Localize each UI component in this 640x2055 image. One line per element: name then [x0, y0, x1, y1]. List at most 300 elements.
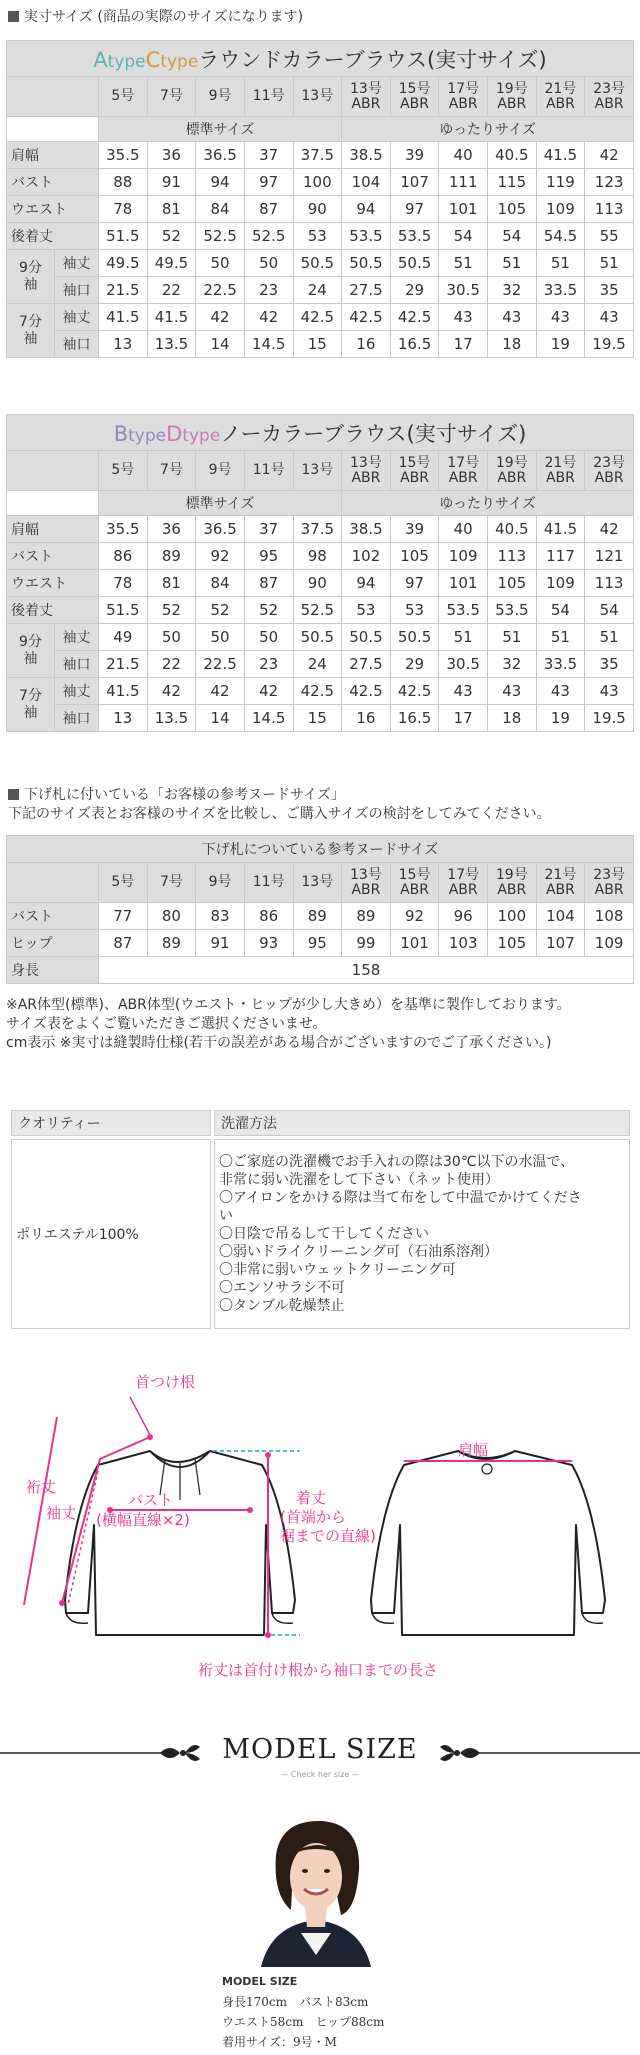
- table-cell: 15: [293, 331, 342, 358]
- table-cell: 27.5: [342, 651, 391, 678]
- table-cell: 29: [390, 651, 439, 678]
- row-label: 肩幅: [7, 142, 99, 169]
- wash-header: 洗濯方法: [214, 1110, 630, 1136]
- table-cell: 49.5: [147, 250, 196, 277]
- title-d-letter: D: [166, 421, 183, 446]
- table-cell: 50: [196, 250, 245, 277]
- size-table-b: [6, 414, 634, 732]
- table-cell: 107: [390, 169, 439, 196]
- table-cell: 54: [439, 223, 488, 250]
- table-cell: 41.5: [99, 678, 148, 705]
- table-cell: 42: [244, 304, 293, 331]
- note-line: cm表示 ※実寸は縫製時仕様(若干の誤差がある場合がございますのでご了承ください。): [6, 1035, 552, 1051]
- size-header-cell: 21号 ABR: [536, 77, 585, 117]
- table-cell: 41.5: [536, 142, 585, 169]
- table-row: [7, 543, 634, 570]
- size-header-cell: 13号 ABR: [342, 77, 391, 117]
- size-header-cell: 5号: [99, 77, 148, 117]
- size-header-row: [7, 863, 634, 903]
- size-header-cell: 23号 ABR: [585, 451, 634, 491]
- table-cell: 113: [488, 543, 537, 570]
- label-length-note1: (首端から: [280, 1508, 346, 1526]
- table-cell: 22: [147, 277, 196, 304]
- title-d-type: type: [182, 425, 221, 446]
- table-cell: 77: [99, 903, 148, 930]
- wash-line: 〇日陰で吊るして干してください: [219, 1226, 429, 1242]
- table-cell: 101: [439, 570, 488, 597]
- table-cell: 43: [536, 678, 585, 705]
- table-cell: 35: [585, 277, 634, 304]
- table-cell: 81: [147, 570, 196, 597]
- table-cell: 105: [488, 570, 537, 597]
- size-header-row: [7, 451, 634, 491]
- table-cell: 15: [293, 705, 342, 732]
- size-header-cell: 15号 ABR: [390, 863, 439, 903]
- label-length: 着丈: [296, 1489, 327, 1507]
- table-cell: 36.5: [196, 142, 245, 169]
- table-cell: 51.5: [99, 223, 148, 250]
- table-cell: 52: [147, 223, 196, 250]
- table-cell: 22.5: [196, 277, 245, 304]
- table-cell: 50: [196, 624, 245, 651]
- model-photo: [221, 1815, 411, 1967]
- model-info: [222, 1972, 384, 2052]
- title-c-type: type: [160, 51, 199, 72]
- table-cell: 49: [99, 624, 148, 651]
- table-cell: 109: [585, 930, 634, 957]
- heading-text: 実寸サイズ (商品の実際のサイズになります): [24, 9, 304, 25]
- table-cell: 109: [536, 570, 585, 597]
- table-cell: 87: [99, 930, 148, 957]
- size-table-a: [6, 40, 634, 358]
- row-label: 袖口: [55, 277, 99, 304]
- table-cell: 111: [439, 169, 488, 196]
- table-cell: 105: [390, 543, 439, 570]
- group-standard: 標準サイズ: [99, 117, 342, 142]
- table-cell: 84: [196, 570, 245, 597]
- row-label: 身長: [7, 957, 99, 984]
- size-header-cell: 17号 ABR: [439, 863, 488, 903]
- table-row: [7, 651, 634, 678]
- table-cell: 53.5: [390, 223, 439, 250]
- table-cell: 41.5: [147, 304, 196, 331]
- table-cell: 54: [488, 223, 537, 250]
- table-row: [7, 169, 634, 196]
- table-cell: 50: [244, 250, 293, 277]
- size-notes: [6, 996, 571, 1053]
- sleeve-7-label: 7分 袖: [7, 304, 55, 358]
- size-header-cell: 23号 ABR: [585, 863, 634, 903]
- model-size-title: MODEL SIZE: [222, 1734, 418, 1765]
- table-cell: 89: [342, 903, 391, 930]
- table-cell: 36.5: [196, 516, 245, 543]
- table-cell: 40: [439, 142, 488, 169]
- table-cell: 50.5: [342, 250, 391, 277]
- section-heading-nude-size: [8, 786, 551, 824]
- table-cell: 42.5: [390, 304, 439, 331]
- quality-table: [8, 1107, 633, 1332]
- table-cell: 51: [536, 250, 585, 277]
- table-cell: 35.5: [99, 142, 148, 169]
- table-cell: 87: [244, 570, 293, 597]
- table-row: [7, 678, 634, 705]
- table-cell: 43: [536, 304, 585, 331]
- table-cell: 53: [342, 597, 391, 624]
- size-header-cell: 11号: [244, 77, 293, 117]
- table-cell: 102: [342, 543, 391, 570]
- table-cell: 105: [488, 930, 537, 957]
- table-cell: 52.5: [293, 597, 342, 624]
- table-cell: 105: [488, 196, 537, 223]
- table-cell: 23: [244, 277, 293, 304]
- table-cell: 86: [99, 543, 148, 570]
- table-cell: 88: [99, 169, 148, 196]
- table-cell: 43: [585, 304, 634, 331]
- row-label: 後着丈: [7, 597, 99, 624]
- table-cell: 89: [293, 903, 342, 930]
- table-row: [7, 223, 634, 250]
- size-header-cell: 11号: [244, 863, 293, 903]
- table-cell: 32: [488, 651, 537, 678]
- row-label: 袖口: [55, 705, 99, 732]
- size-header-cell: 19号 ABR: [488, 863, 537, 903]
- table-cell: 50.5: [390, 624, 439, 651]
- table-cell: 38.5: [342, 142, 391, 169]
- wash-line: 〇アイロンをかける際は当て布をして中温でかけてくださ: [219, 1190, 582, 1206]
- measurement-diagram: [0, 1355, 640, 1685]
- section-heading-actual-size: [8, 6, 303, 26]
- table-cell: 78: [99, 570, 148, 597]
- group-loose: ゆったりサイズ: [342, 491, 634, 516]
- table-cell: 16.5: [390, 331, 439, 358]
- table-cell: 21.5: [99, 651, 148, 678]
- square-bullet-icon: [8, 789, 19, 800]
- table-cell: 97: [390, 196, 439, 223]
- table-cell: 123: [585, 169, 634, 196]
- table-cell: 43: [488, 304, 537, 331]
- table-cell: 91: [147, 169, 196, 196]
- table-cell: 37: [244, 142, 293, 169]
- table-cell: 21.5: [99, 277, 148, 304]
- size-header-cell: 17号 ABR: [439, 77, 488, 117]
- table-cell: 87: [244, 196, 293, 223]
- table-row: [7, 277, 634, 304]
- table-cell: 14: [196, 705, 245, 732]
- size-header-cell: 13号: [293, 451, 342, 491]
- table-row: [7, 304, 634, 331]
- table-cell: 53.5: [342, 223, 391, 250]
- sleeve-7-label: 7分 袖: [7, 678, 55, 732]
- row-label: 袖丈: [55, 304, 99, 331]
- table-row: [7, 597, 634, 624]
- table-cell: 104: [342, 169, 391, 196]
- table-cell: 89: [147, 930, 196, 957]
- table-cell: 52: [244, 597, 293, 624]
- row-label: 肩幅: [7, 516, 99, 543]
- table-cell: 94: [196, 169, 245, 196]
- size-header-cell: 13号 ABR: [342, 863, 391, 903]
- table-cell: 24: [293, 651, 342, 678]
- size-header-cell: 17号 ABR: [439, 451, 488, 491]
- row-label: バスト: [7, 543, 99, 570]
- table-row: [7, 624, 634, 651]
- title-rest: ラウンドカラーブラウス(実寸サイズ): [198, 47, 547, 72]
- table-cell: 23: [244, 651, 293, 678]
- wash-line: 〇非常に弱いウェットクリーニング可: [219, 1262, 456, 1278]
- label-shoulder: 肩幅: [458, 1441, 489, 1459]
- row-label: 後着丈: [7, 223, 99, 250]
- table-cell: 41.5: [99, 304, 148, 331]
- table-cell: 50: [244, 624, 293, 651]
- row-label: バスト: [7, 169, 99, 196]
- table-cell: 89: [147, 543, 196, 570]
- size-header-cell: 9号: [196, 451, 245, 491]
- table-cell: 19.5: [585, 331, 634, 358]
- table-cell: 40.5: [488, 516, 537, 543]
- table-cell: 50: [147, 624, 196, 651]
- table-cell: 32: [488, 277, 537, 304]
- table-cell: 94: [342, 196, 391, 223]
- table-cell: 19: [536, 705, 585, 732]
- table-cell: 36: [147, 516, 196, 543]
- row-label: 袖口: [55, 331, 99, 358]
- table-cell: 40: [439, 516, 488, 543]
- size-header-row: [7, 77, 634, 117]
- size-header-cell: 13号: [293, 863, 342, 903]
- table-cell: 43: [585, 678, 634, 705]
- title-c-letter: C: [145, 47, 161, 72]
- table-cell: 109: [439, 543, 488, 570]
- size-header-cell: 9号: [196, 77, 245, 117]
- table-cell: 49.5: [99, 250, 148, 277]
- table-cell: 42: [147, 678, 196, 705]
- table-cell: 43: [439, 678, 488, 705]
- row-label: バスト: [7, 903, 99, 930]
- table-cell: 99: [342, 930, 391, 957]
- table-cell: 90: [293, 196, 342, 223]
- wash-instructions: [214, 1139, 630, 1329]
- table-cell: 54.5: [536, 223, 585, 250]
- table-cell: 37: [244, 516, 293, 543]
- back-blouse-outline: [371, 1451, 605, 1635]
- size-header-cell: 15号 ABR: [390, 451, 439, 491]
- table-cell: 38.5: [342, 516, 391, 543]
- table-cell: 101: [390, 930, 439, 957]
- model-info-title: MODEL SIZE: [222, 1975, 298, 1988]
- table-cell: 43: [488, 678, 537, 705]
- table-cell: 35: [585, 651, 634, 678]
- table-cell: 108: [585, 903, 634, 930]
- table-cell: 52.5: [196, 223, 245, 250]
- table-cell: 117: [536, 543, 585, 570]
- heading-text: 下げ札に付いている「お客様の参考ヌードサイズ」: [24, 787, 345, 803]
- table-cell: 17: [439, 705, 488, 732]
- quality-header: クオリティー: [11, 1110, 211, 1136]
- table-cell: 18: [488, 331, 537, 358]
- size-header-cell: 15号 ABR: [390, 77, 439, 117]
- size-header-cell: 21号 ABR: [536, 451, 585, 491]
- table-cell: 29: [390, 277, 439, 304]
- table-cell: 35.5: [99, 516, 148, 543]
- size-header-cell: 7号: [147, 451, 196, 491]
- title-a-letter: A: [93, 47, 108, 72]
- wash-line: 〇タンブル乾燥禁止: [219, 1298, 345, 1314]
- size-header-cell: 21号 ABR: [536, 863, 585, 903]
- size-header-cell: 7号: [147, 77, 196, 117]
- table-row: [7, 930, 634, 957]
- table-cell: 51: [439, 250, 488, 277]
- table-cell: 41.5: [536, 516, 585, 543]
- size-header-cell: 5号: [99, 451, 148, 491]
- table-cell: 13.5: [147, 705, 196, 732]
- table-cell: 83: [196, 903, 245, 930]
- size-header-cell: 19号 ABR: [488, 77, 537, 117]
- row-label: 袖口: [55, 651, 99, 678]
- table-cell: 42.5: [293, 304, 342, 331]
- material-value: ポリエステル100%: [11, 1139, 211, 1329]
- size-group-row: [7, 491, 634, 516]
- table-row: [7, 516, 634, 543]
- table-title: [7, 415, 634, 451]
- note-line: サイズ表をよくご覧いただきご選択くださいませ。: [6, 1016, 327, 1032]
- size-header-cell: 13号: [293, 77, 342, 117]
- label-yuki: 裄丈: [26, 1478, 57, 1496]
- size-header-cell: 23号 ABR: [585, 77, 634, 117]
- size-header-cell: 9号: [196, 863, 245, 903]
- table-cell: 14.5: [244, 331, 293, 358]
- table-cell: 36: [147, 142, 196, 169]
- table-cell: 50.5: [293, 624, 342, 651]
- table-cell: 18: [488, 705, 537, 732]
- table-row: [7, 331, 634, 358]
- table-cell: 50.5: [293, 250, 342, 277]
- table-cell: 115: [488, 169, 537, 196]
- table-cell: 30.5: [439, 277, 488, 304]
- table-cell: 37.5: [293, 516, 342, 543]
- table-cell: 40.5: [488, 142, 537, 169]
- table-cell: 51: [585, 624, 634, 651]
- table-cell: 95: [293, 930, 342, 957]
- table-row: [7, 903, 634, 930]
- table-cell: 104: [536, 903, 585, 930]
- height-row: [7, 957, 634, 984]
- size-group-row: [7, 117, 634, 142]
- table-title: [7, 41, 634, 77]
- label-neck-point: 首つけ根: [135, 1373, 196, 1391]
- table-cell: 52.5: [244, 223, 293, 250]
- table-cell: 13: [99, 331, 148, 358]
- table-cell: 52: [196, 597, 245, 624]
- table-row: [7, 705, 634, 732]
- table-cell: 16: [342, 331, 391, 358]
- table-cell: 84: [196, 196, 245, 223]
- row-label: 袖丈: [55, 250, 99, 277]
- sleeve-9-label: 9分 袖: [7, 624, 55, 678]
- heading-subtext: 下記のサイズ表とお客様のサイズを比較し、ご購入サイズの検討をしてみてください。: [8, 806, 551, 822]
- table-cell: 24: [293, 277, 342, 304]
- table-cell: 19.5: [585, 705, 634, 732]
- table-cell: 16: [342, 705, 391, 732]
- table-cell: 93: [244, 930, 293, 957]
- table-cell: 98: [293, 543, 342, 570]
- note-line: ※AR体型(標準)、ABR体型(ウエスト・ヒップが少し大きめ）を基準に製作しております。: [6, 997, 571, 1013]
- table-row: [7, 196, 634, 223]
- table-cell: 90: [293, 570, 342, 597]
- table-cell: 100: [488, 903, 537, 930]
- nude-size-table: [6, 835, 634, 984]
- square-bullet-icon: [8, 11, 19, 22]
- table-cell: 50.5: [342, 624, 391, 651]
- wash-line: い: [219, 1208, 233, 1224]
- table-cell: 16.5: [390, 705, 439, 732]
- table-cell: 92: [196, 543, 245, 570]
- table-cell: 27.5: [342, 277, 391, 304]
- model-info-line: 身長170cm バスト83cm: [222, 1995, 369, 2009]
- size-header-cell: 5号: [99, 863, 148, 903]
- wash-line: 〇ご家庭の洗濯機でお手入れの際は30℃以下の水温で、: [219, 1154, 575, 1170]
- table-cell: 119: [536, 169, 585, 196]
- table-cell: 54: [585, 597, 634, 624]
- table-cell: 50.5: [390, 250, 439, 277]
- table-cell: 42: [585, 142, 634, 169]
- table-cell: 42: [244, 678, 293, 705]
- table-cell: 92: [390, 903, 439, 930]
- table-cell: 107: [536, 930, 585, 957]
- label-sode: 袖丈: [46, 1504, 77, 1522]
- diagram-caption: 裄丈は首付け根から袖口までの長さ: [198, 1661, 439, 1679]
- model-size-subtitle: — Check her size —: [280, 1770, 360, 1779]
- table-cell: 51: [585, 250, 634, 277]
- table-row: [7, 570, 634, 597]
- table-cell: 91: [196, 930, 245, 957]
- table-cell: 53: [293, 223, 342, 250]
- table-cell: 39: [390, 142, 439, 169]
- size-header-cell: 19号 ABR: [488, 451, 537, 491]
- table-cell: 53.5: [488, 597, 537, 624]
- model-info-line: 着用サイズ：9号・M: [222, 2035, 337, 2049]
- table-cell: 52: [147, 597, 196, 624]
- title-b-type: type: [128, 425, 167, 446]
- row-label: 袖丈: [55, 678, 99, 705]
- table-row: [7, 250, 634, 277]
- table-cell: 19: [536, 331, 585, 358]
- title-b-letter: B: [113, 421, 129, 446]
- table-cell: 51: [488, 250, 537, 277]
- size-header-cell: 11号: [244, 451, 293, 491]
- table-cell: 42.5: [390, 678, 439, 705]
- sleeve-9-label: 9分 袖: [7, 250, 55, 304]
- size-header-cell: 13号 ABR: [342, 451, 391, 491]
- row-label: ウエスト: [7, 196, 99, 223]
- size-header-cell: 7号: [147, 863, 196, 903]
- group-standard: 標準サイズ: [99, 491, 342, 516]
- wash-line: 〇エンソサラシ不可: [219, 1280, 345, 1296]
- table-cell: 80: [147, 903, 196, 930]
- table-cell: 103: [439, 930, 488, 957]
- wash-line: 〇弱いドライクリーニング可（石油系溶剤）: [219, 1244, 499, 1260]
- table-cell: 51: [488, 624, 537, 651]
- table-cell: 33.5: [536, 651, 585, 678]
- model-info-line: ウエスト58cm ヒップ88cm: [222, 2015, 385, 2029]
- table-cell: 113: [585, 570, 634, 597]
- table-cell: 81: [147, 196, 196, 223]
- table-cell: 13.5: [147, 331, 196, 358]
- table-cell: 42.5: [293, 678, 342, 705]
- table-cell: 51: [536, 624, 585, 651]
- table-cell: 51.5: [99, 597, 148, 624]
- table-cell: 78: [99, 196, 148, 223]
- table-cell: 100: [293, 169, 342, 196]
